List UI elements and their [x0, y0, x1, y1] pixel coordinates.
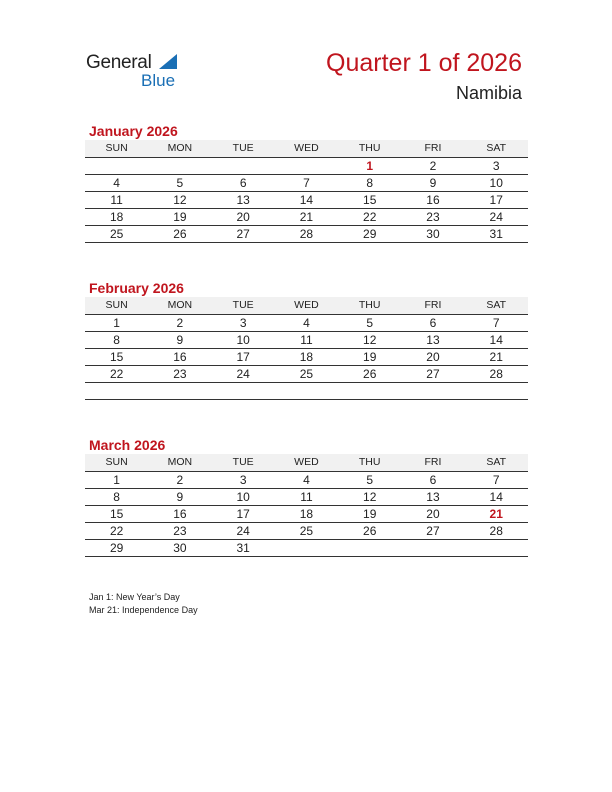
day-cell	[212, 158, 275, 174]
day-cell: 4	[303, 473, 310, 487]
day-cell	[401, 383, 464, 399]
day-cell: 12	[363, 333, 377, 347]
week-row	[85, 506, 528, 523]
week-row	[85, 175, 528, 192]
week-row	[85, 366, 528, 383]
weekday-label: THU	[358, 456, 381, 468]
day-cell	[401, 540, 464, 556]
weekday-label: WED	[294, 299, 319, 311]
month-february	[85, 279, 528, 400]
day-cell: 30	[426, 227, 440, 241]
day-cell: 15	[363, 193, 377, 207]
month-name: January 2026	[89, 123, 178, 139]
week-row	[85, 523, 528, 540]
day-cell: 29	[363, 227, 377, 241]
day-cell: 29	[109, 541, 124, 555]
weekday-label: FRI	[424, 299, 442, 311]
day-cell: 13	[236, 193, 250, 207]
day-cell: 14	[489, 333, 503, 347]
day-cell: 7	[492, 473, 500, 487]
day-cell: 28	[489, 524, 503, 538]
day-cell	[85, 158, 148, 174]
day-cell: 28	[299, 227, 314, 241]
day-cell: 22	[109, 524, 124, 538]
day-cell: 6	[239, 176, 247, 190]
day-cell: 19	[363, 350, 377, 364]
weekday-label: FRI	[424, 456, 442, 468]
day-cell: 22	[109, 367, 124, 381]
day-cell: 3	[239, 316, 247, 330]
day-cell: 20	[236, 210, 250, 224]
generalblue-logo	[86, 50, 196, 90]
day-cell: 2	[176, 473, 184, 487]
day-cell	[465, 383, 528, 399]
holiday-note: Mar 21: Independence Day	[89, 605, 198, 615]
day-cell: 10	[236, 490, 250, 504]
day-cell: 17	[489, 193, 503, 207]
day-cell: 25	[299, 524, 314, 538]
holiday-day-cell: 21	[489, 507, 503, 521]
day-cell: 24	[236, 367, 250, 381]
day-cell: 26	[363, 524, 377, 538]
day-cell: 20	[426, 507, 440, 521]
weekday-header-row	[85, 140, 528, 158]
week-row	[85, 209, 528, 226]
day-cell: 2	[176, 316, 184, 330]
day-cell: 5	[176, 176, 184, 190]
weekday-label: TUE	[232, 299, 254, 311]
weekday-label: THU	[358, 142, 381, 154]
day-cell: 21	[299, 210, 314, 224]
holiday-note: Jan 1: New Year’s Day	[89, 592, 180, 602]
weekday-label: FRI	[424, 142, 442, 154]
day-cell: 26	[363, 367, 377, 381]
day-cell	[338, 383, 401, 399]
weekday-label: SUN	[105, 142, 128, 154]
day-cell: 23	[173, 367, 187, 381]
page-title: Quarter 1 of 2026	[326, 49, 522, 77]
day-cell: 17	[236, 350, 250, 364]
weekday-label: MON	[167, 299, 193, 311]
month-name: February 2026	[89, 280, 184, 296]
day-cell	[148, 383, 211, 399]
logo-triangle-icon	[159, 54, 177, 69]
day-cell: 18	[109, 210, 124, 224]
day-cell: 9	[429, 176, 437, 190]
day-cell: 3	[492, 159, 500, 173]
day-cell: 22	[363, 210, 377, 224]
week-row	[85, 192, 528, 209]
day-cell: 27	[236, 227, 250, 241]
day-cell: 11	[300, 333, 313, 347]
day-cell: 30	[173, 541, 187, 555]
day-cell: 7	[492, 316, 500, 330]
day-cell: 7	[303, 176, 310, 190]
month-march	[85, 436, 528, 557]
day-cell: 25	[299, 367, 314, 381]
week-row	[85, 332, 528, 349]
weekday-label: SUN	[105, 456, 128, 468]
weekday-label: WED	[294, 456, 319, 468]
day-cell: 15	[109, 350, 124, 364]
day-cell: 27	[426, 524, 440, 538]
day-cell: 18	[299, 350, 314, 364]
day-cell: 8	[366, 176, 374, 190]
weekday-label: TUE	[232, 456, 254, 468]
day-cell: 21	[489, 350, 503, 364]
weekday-label: SUN	[105, 299, 128, 311]
week-row	[85, 472, 528, 489]
day-cell: 27	[426, 367, 440, 381]
day-cell: 19	[173, 210, 187, 224]
weekday-label: SAT	[486, 142, 507, 154]
weekday-label: MON	[167, 456, 193, 468]
day-cell: 2	[429, 159, 437, 173]
weekday-label: MON	[167, 142, 193, 154]
day-cell: 23	[426, 210, 440, 224]
day-cell: 4	[303, 316, 310, 330]
day-cell: 15	[109, 507, 124, 521]
week-row	[85, 489, 528, 506]
day-cell: 17	[236, 507, 250, 521]
week-row	[85, 226, 528, 243]
day-cell: 10	[236, 333, 250, 347]
weekday-label: SAT	[486, 299, 507, 311]
week-row	[85, 540, 528, 557]
day-cell: 12	[363, 490, 377, 504]
day-cell: 23	[173, 524, 187, 538]
day-cell	[148, 158, 211, 174]
day-cell: 14	[299, 193, 314, 207]
day-cell: 16	[426, 193, 440, 207]
day-cell: 28	[489, 367, 503, 381]
day-cell: 1	[113, 316, 120, 330]
day-cell: 26	[173, 227, 187, 241]
month-name: March 2026	[89, 437, 166, 453]
day-cell: 31	[236, 541, 250, 555]
day-cell	[275, 383, 338, 399]
week-row	[85, 315, 528, 332]
day-cell: 16	[173, 507, 187, 521]
logo-word-general: General	[86, 52, 152, 73]
day-cell: 24	[236, 524, 250, 538]
day-cell: 31	[489, 227, 503, 241]
week-row	[85, 158, 528, 175]
month-january	[85, 122, 528, 243]
day-cell: 13	[426, 333, 440, 347]
country-name: Namibia	[455, 83, 522, 103]
day-cell: 9	[176, 333, 184, 347]
day-cell: 3	[239, 473, 247, 487]
holiday-notes	[89, 591, 198, 617]
day-cell: 8	[113, 333, 120, 347]
day-cell: 18	[299, 507, 314, 521]
weekday-header-row	[85, 454, 528, 472]
holiday-day-cell: 1	[366, 159, 374, 173]
day-cell	[275, 540, 338, 556]
day-cell: 1	[113, 473, 120, 487]
day-cell: 12	[173, 193, 187, 207]
day-cell: 24	[489, 210, 503, 224]
day-cell	[465, 540, 528, 556]
day-cell: 6	[429, 316, 437, 330]
day-cell: 19	[363, 507, 377, 521]
day-cell	[212, 383, 275, 399]
day-cell: 11	[300, 490, 313, 504]
day-cell: 25	[109, 227, 124, 241]
day-cell: 9	[176, 490, 184, 504]
day-cell: 20	[426, 350, 440, 364]
day-cell: 8	[113, 490, 120, 504]
weekday-header-row	[85, 297, 528, 315]
logo-word-blue: Blue	[141, 71, 176, 90]
day-cell	[275, 158, 338, 174]
weekday-label: WED	[294, 142, 319, 154]
weekday-label: TUE	[232, 142, 254, 154]
day-cell: 5	[366, 316, 374, 330]
day-cell: 4	[113, 176, 120, 190]
day-cell	[338, 540, 401, 556]
day-cell: 14	[489, 490, 503, 504]
day-cell: 10	[489, 176, 503, 190]
day-cell	[85, 383, 148, 399]
day-cell: 16	[173, 350, 187, 364]
week-row	[85, 383, 528, 400]
day-cell: 6	[429, 473, 437, 487]
week-row	[85, 349, 528, 366]
day-cell: 11	[110, 193, 123, 207]
weekday-label: THU	[358, 299, 381, 311]
weekday-label: SAT	[486, 456, 507, 468]
day-cell: 5	[366, 473, 374, 487]
day-cell: 13	[426, 490, 440, 504]
